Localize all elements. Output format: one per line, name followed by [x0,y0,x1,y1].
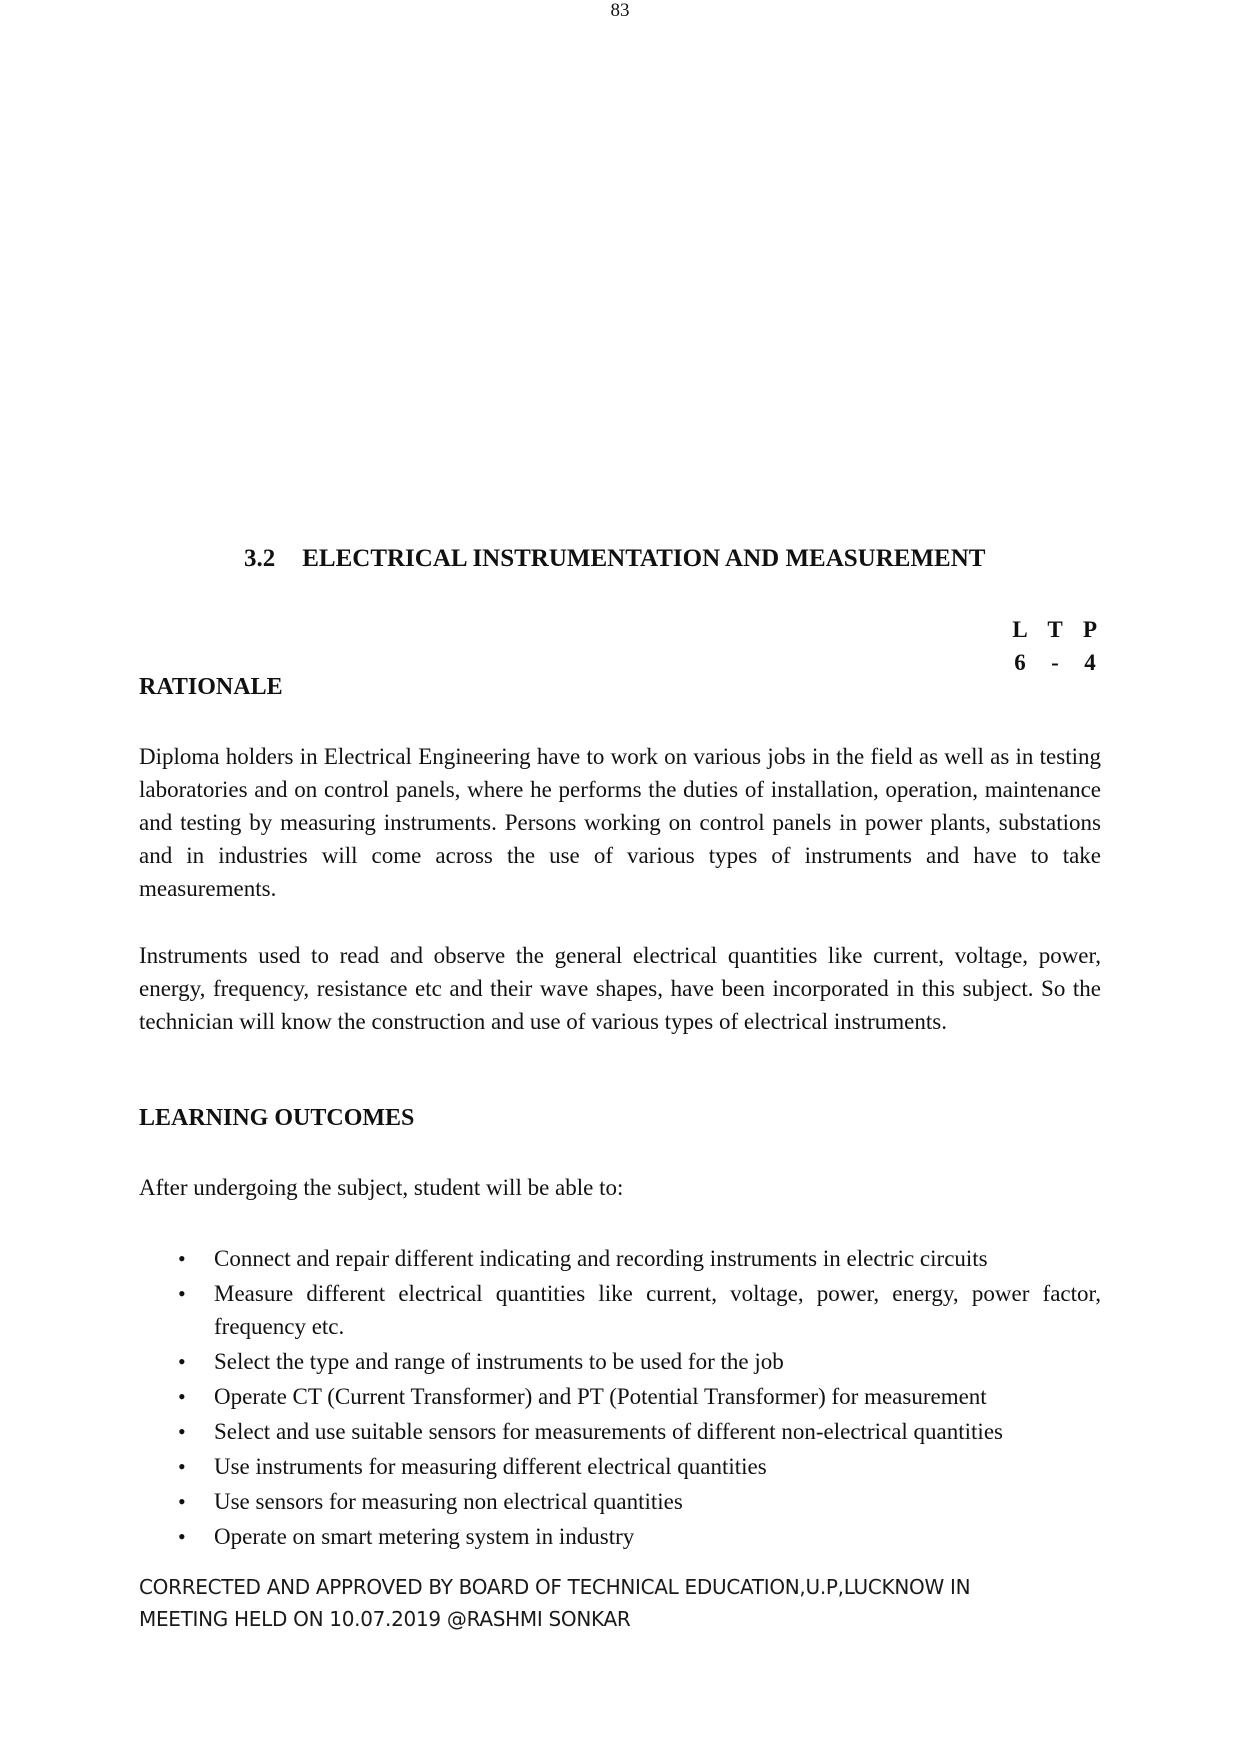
bullet-icon: • [178,1384,186,1409]
ltp-table [1008,613,1102,679]
list-item [178,1242,1101,1275]
page-number: 83 [610,0,630,21]
list-item-text: Use sensors for measuring non electrical quantities [214,1489,683,1514]
rationale-heading: RATIONALE [139,674,283,700]
list-item-text: Use instruments for measuring different electrical quantities [214,1454,767,1479]
list-item [178,1450,1101,1483]
bullet-icon: • [178,1489,186,1514]
rationale-paragraph-2: Instruments used to read and observe the general electrical quantities like current, voltage, power, energy, frequency, resistance etc and their wave shapes, have been incorporated in this subject. So the technician will know the construction and use of various types of electrical instruments. [139,943,1101,1034]
ltp-value-p: 4 [1084,650,1096,675]
list-item [178,1380,1101,1413]
subject-title [244,545,985,573]
bullet-icon: • [178,1419,186,1444]
list-item [178,1520,1101,1553]
rationale-paragraph-1: Diploma holders in Electrical Engineering have to work on various jobs in the field as well as in testing laboratories and on control panels, where he performs the duties of installation, operation, maintenance and testing by measuring instruments. Persons working on control panels in power plants, substations and in industries will come across the use of various types of instruments and have to take measurements. [139,744,1101,901]
subject-number: 3.2 [244,545,276,572]
list-item [178,1277,1101,1343]
learning-outcomes-list [178,1242,1101,1555]
list-item [178,1485,1101,1518]
ltp-header-t: T [1047,617,1063,642]
footer-line-1: CORRECTED AND APPROVED BY BOARD OF TECHNICAL EDUCATION,U.P,LUCKNOW IN [139,1575,971,1599]
ltp-value-t: - [1051,650,1059,675]
ltp-header-p: P [1082,617,1098,642]
learning-outcomes-intro: After undergoing the subject, student will be able to: [139,1175,624,1200]
list-item-text: Select and use suitable sensors for measurements of different non-electrical quantities [214,1419,1003,1444]
learning-outcomes-heading: LEARNING OUTCOMES [139,1105,415,1131]
ltp-value-row [1008,646,1102,679]
ltp-header-l: L [1012,617,1028,642]
list-item-text: Connect and repair different indicating and recording instruments in electric circuits [214,1246,988,1271]
list-item-text: Operate CT (Current Transformer) and PT (Potential Transformer) for measurement [214,1384,987,1409]
bullet-icon: • [178,1524,186,1549]
list-item-text: Select the type and range of instruments to be used for the job [214,1349,784,1374]
bullet-icon: • [178,1454,186,1479]
list-item-text: Operate on smart metering system in industry [214,1524,635,1549]
ltp-value-l: 6 [1014,650,1026,675]
list-item [178,1345,1101,1378]
subject-title-text: ELECTRICAL INSTRUMENTATION AND MEASUREMENT [302,545,986,572]
bullet-icon: • [178,1246,186,1271]
list-item-text: Measure different electrical quantities like current, voltage, power, energy, power factor, frequency etc. [214,1281,1101,1339]
bullet-icon: • [178,1281,186,1306]
list-item [178,1415,1101,1448]
footer-line-2: MEETING HELD ON 10.07.2019 @RASHMI SONKAR [139,1607,631,1631]
bullet-icon: • [178,1349,186,1374]
approval-footer [139,1571,1101,1635]
ltp-header-row [1008,613,1102,646]
